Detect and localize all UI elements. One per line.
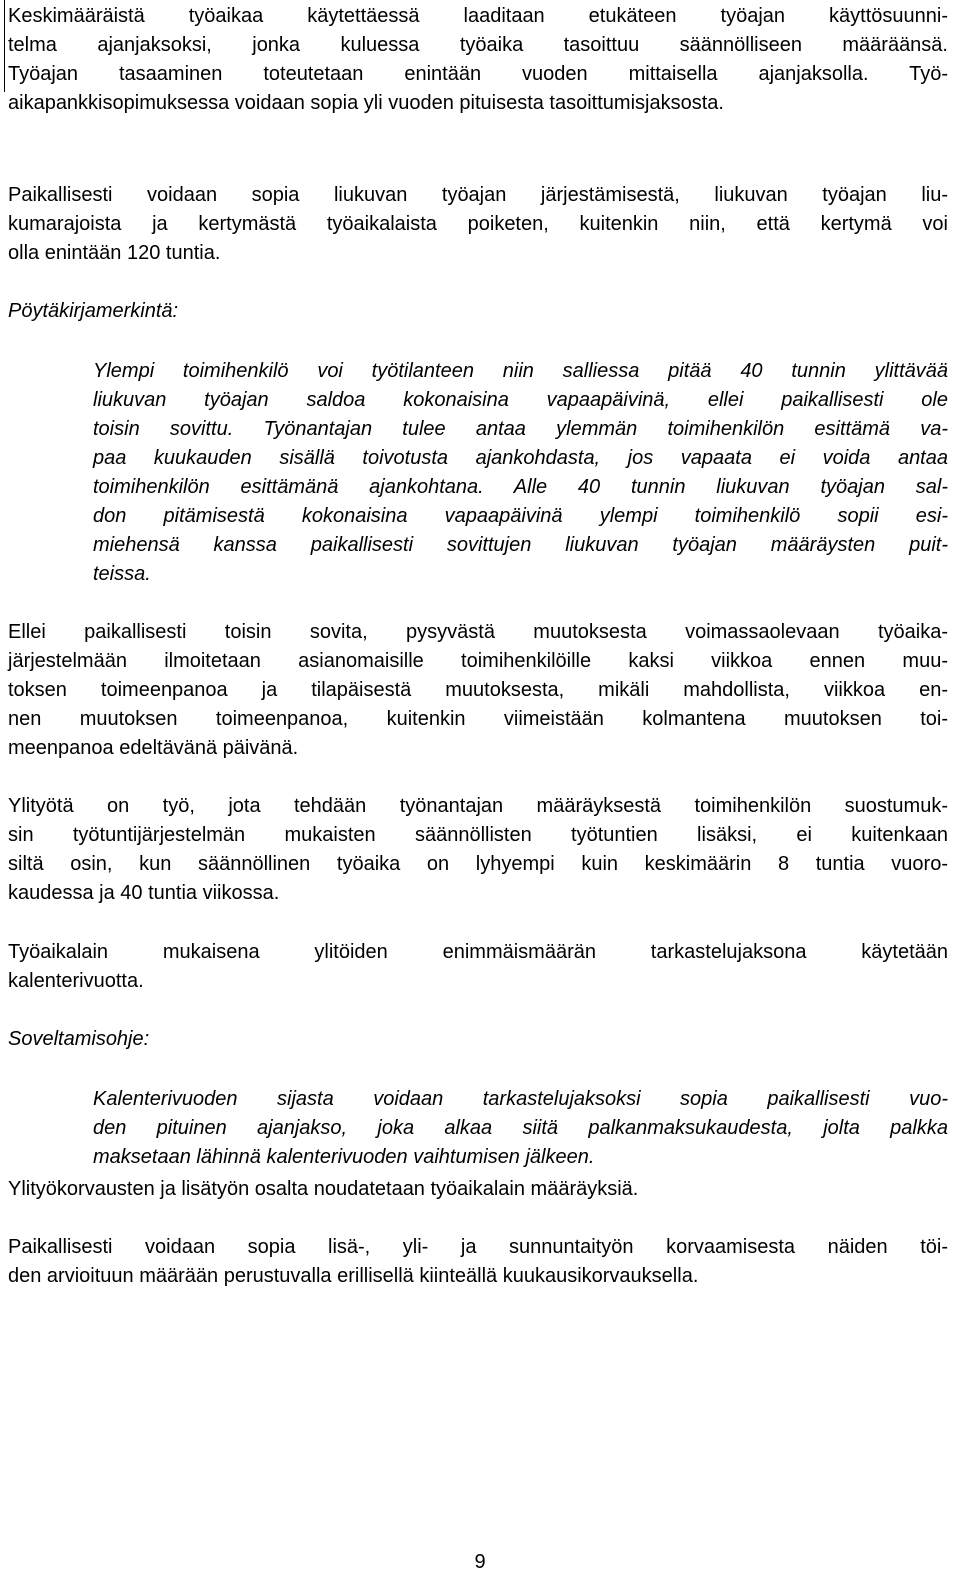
text-line: siltä osin, kun säännöllinen työaika on lyhyempi kuin keskimäärin 8 tuntia vuoro-: [8, 853, 948, 875]
text-line: liukuvan työajan saldoa kokonaisina vapaapäivinä, ellei paikallisesti ole: [93, 389, 948, 411]
text-line: Ylempi toimihenkilö voi työtilanteen niin salliessa pitää 40 tunnin ylittävää: [93, 360, 948, 382]
application-guideline-heading: [8, 1025, 948, 1054]
page-number: 9: [474, 1551, 486, 1573]
text-line: miehensä kanssa paikallisesti sovittujen liukuvan työajan määräysten puit-: [93, 534, 948, 556]
paragraph-flexible-working-hours: [8, 181, 948, 268]
text-line: toimihenkilön esittämänä ajankohtana. Alle 40 tunnin liukuvan työajan sal-: [93, 476, 948, 498]
text-line: Ylityökorvausten ja lisätyön osalta noudatetaan työaikalain määräyksiä.: [8, 1178, 639, 1200]
paragraph-change-notification: [8, 618, 948, 763]
text-line: Paikallisesti voidaan sopia liukuvan työajan järjestämisestä, liukuvan työajan liu-: [8, 184, 948, 206]
text-line: maksetaan lähinnä kalenterivuoden vaihtumisen jälkeen.: [93, 1146, 595, 1168]
text-line: Työajan tasaaminen toteutetaan enintään vuoden mittaisella ajanjaksolla. Työ-: [8, 63, 948, 85]
paragraph-overtime-definition: [8, 792, 948, 908]
text-line: den pituinen ajanjakso, joka alkaa siitä palkanmaksukaudesta, jolta palkka: [93, 1117, 948, 1139]
text-line: telma ajanjaksoksi, jonka kuluessa työaika tasoittuu säännölliseen määräänsä.: [8, 34, 948, 56]
margin-rule: [4, 0, 5, 92]
text-line: teissa.: [93, 563, 151, 585]
paragraph-fixed-monthly-compensation: [8, 1233, 948, 1291]
text-line: Kalenterivuoden sijasta voidaan tarkastelujaksoksi sopia paikallisesti vuo-: [93, 1088, 948, 1110]
text-line: kalenterivuotta.: [8, 970, 144, 992]
text-line: nen muutoksen toimeenpanoa, kuitenkin viimeistään kolmantena muutoksen toi-: [8, 708, 948, 730]
text-line: den arvioituun määrään perustuvalla erillisellä kiinteällä kuukausikorvauksella.: [8, 1265, 699, 1287]
text-line: järjestelmään ilmoitetaan asianomaisille toimihenkilöille kaksi viikkoa ennen muu-: [8, 650, 948, 672]
text-line: don pitämisestä kokonaisina vapaapäivinä ylempi toimihenkilö sopii esi-: [93, 505, 948, 527]
text-line: Pöytäkirjamerkintä:: [8, 300, 179, 322]
application-guideline-body: [93, 1085, 948, 1172]
text-line: meenpanoa edeltävänä päivänä.: [8, 737, 299, 759]
text-line: toksen toimeenpanoa ja tilapäisestä muutoksesta, mikäli mahdollista, viikkoa en-: [8, 679, 948, 701]
text-line: Ellei paikallisesti toisin sovita, pysyvästä muutoksesta voimassaolevaan työaika-: [8, 621, 948, 643]
text-line: Työaikalain mukaisena ylitöiden enimmäismäärän tarkastelujaksona käytetään: [8, 941, 948, 963]
text-line: Ylityötä on työ, jota tehdään työnantajan määräyksestä toimihenkilön suostumuk-: [8, 795, 948, 817]
text-line: kumarajoista ja kertymästä työaikalaista poiketen, kuitenkin niin, että kertymä voi: [8, 213, 948, 235]
text-line: Soveltamisohje:: [8, 1028, 150, 1050]
text-line: Paikallisesti voidaan sopia lisä-, yli- ja sunnuntaityön korvaamisesta näiden töi-: [8, 1236, 948, 1258]
paragraph-overtime-review-period: [8, 938, 948, 996]
text-line: kaudessa ja 40 tuntia viikossa.: [8, 882, 280, 904]
paragraph-averaging-work-time: [8, 2, 948, 118]
paragraph-overtime-compensation: [8, 1175, 948, 1204]
protocol-note-heading: [8, 297, 948, 326]
text-line: toisin sovittu. Työnantajan tulee antaa ylemmän toimihenkilön esittämä va-: [93, 418, 948, 440]
text-line: Keskimääräistä työaikaa käytettäessä laaditaan etukäteen työajan käyttösuunni-: [8, 5, 948, 27]
text-line: olla enintään 120 tuntia.: [8, 242, 221, 264]
text-line: sin työtuntijärjestelmän mukaisten säännöllisten työtuntien lisäksi, ei kuitenkaan: [8, 824, 948, 846]
text-line: aikapankkisopimuksessa voidaan sopia yli vuoden pituisesta tasoittumisjaksosta.: [8, 92, 724, 114]
text-line: paa kuukauden sisällä toivotusta ajankohdasta, jos vapaata ei voida antaa: [93, 447, 948, 469]
protocol-note-body: [93, 357, 948, 589]
